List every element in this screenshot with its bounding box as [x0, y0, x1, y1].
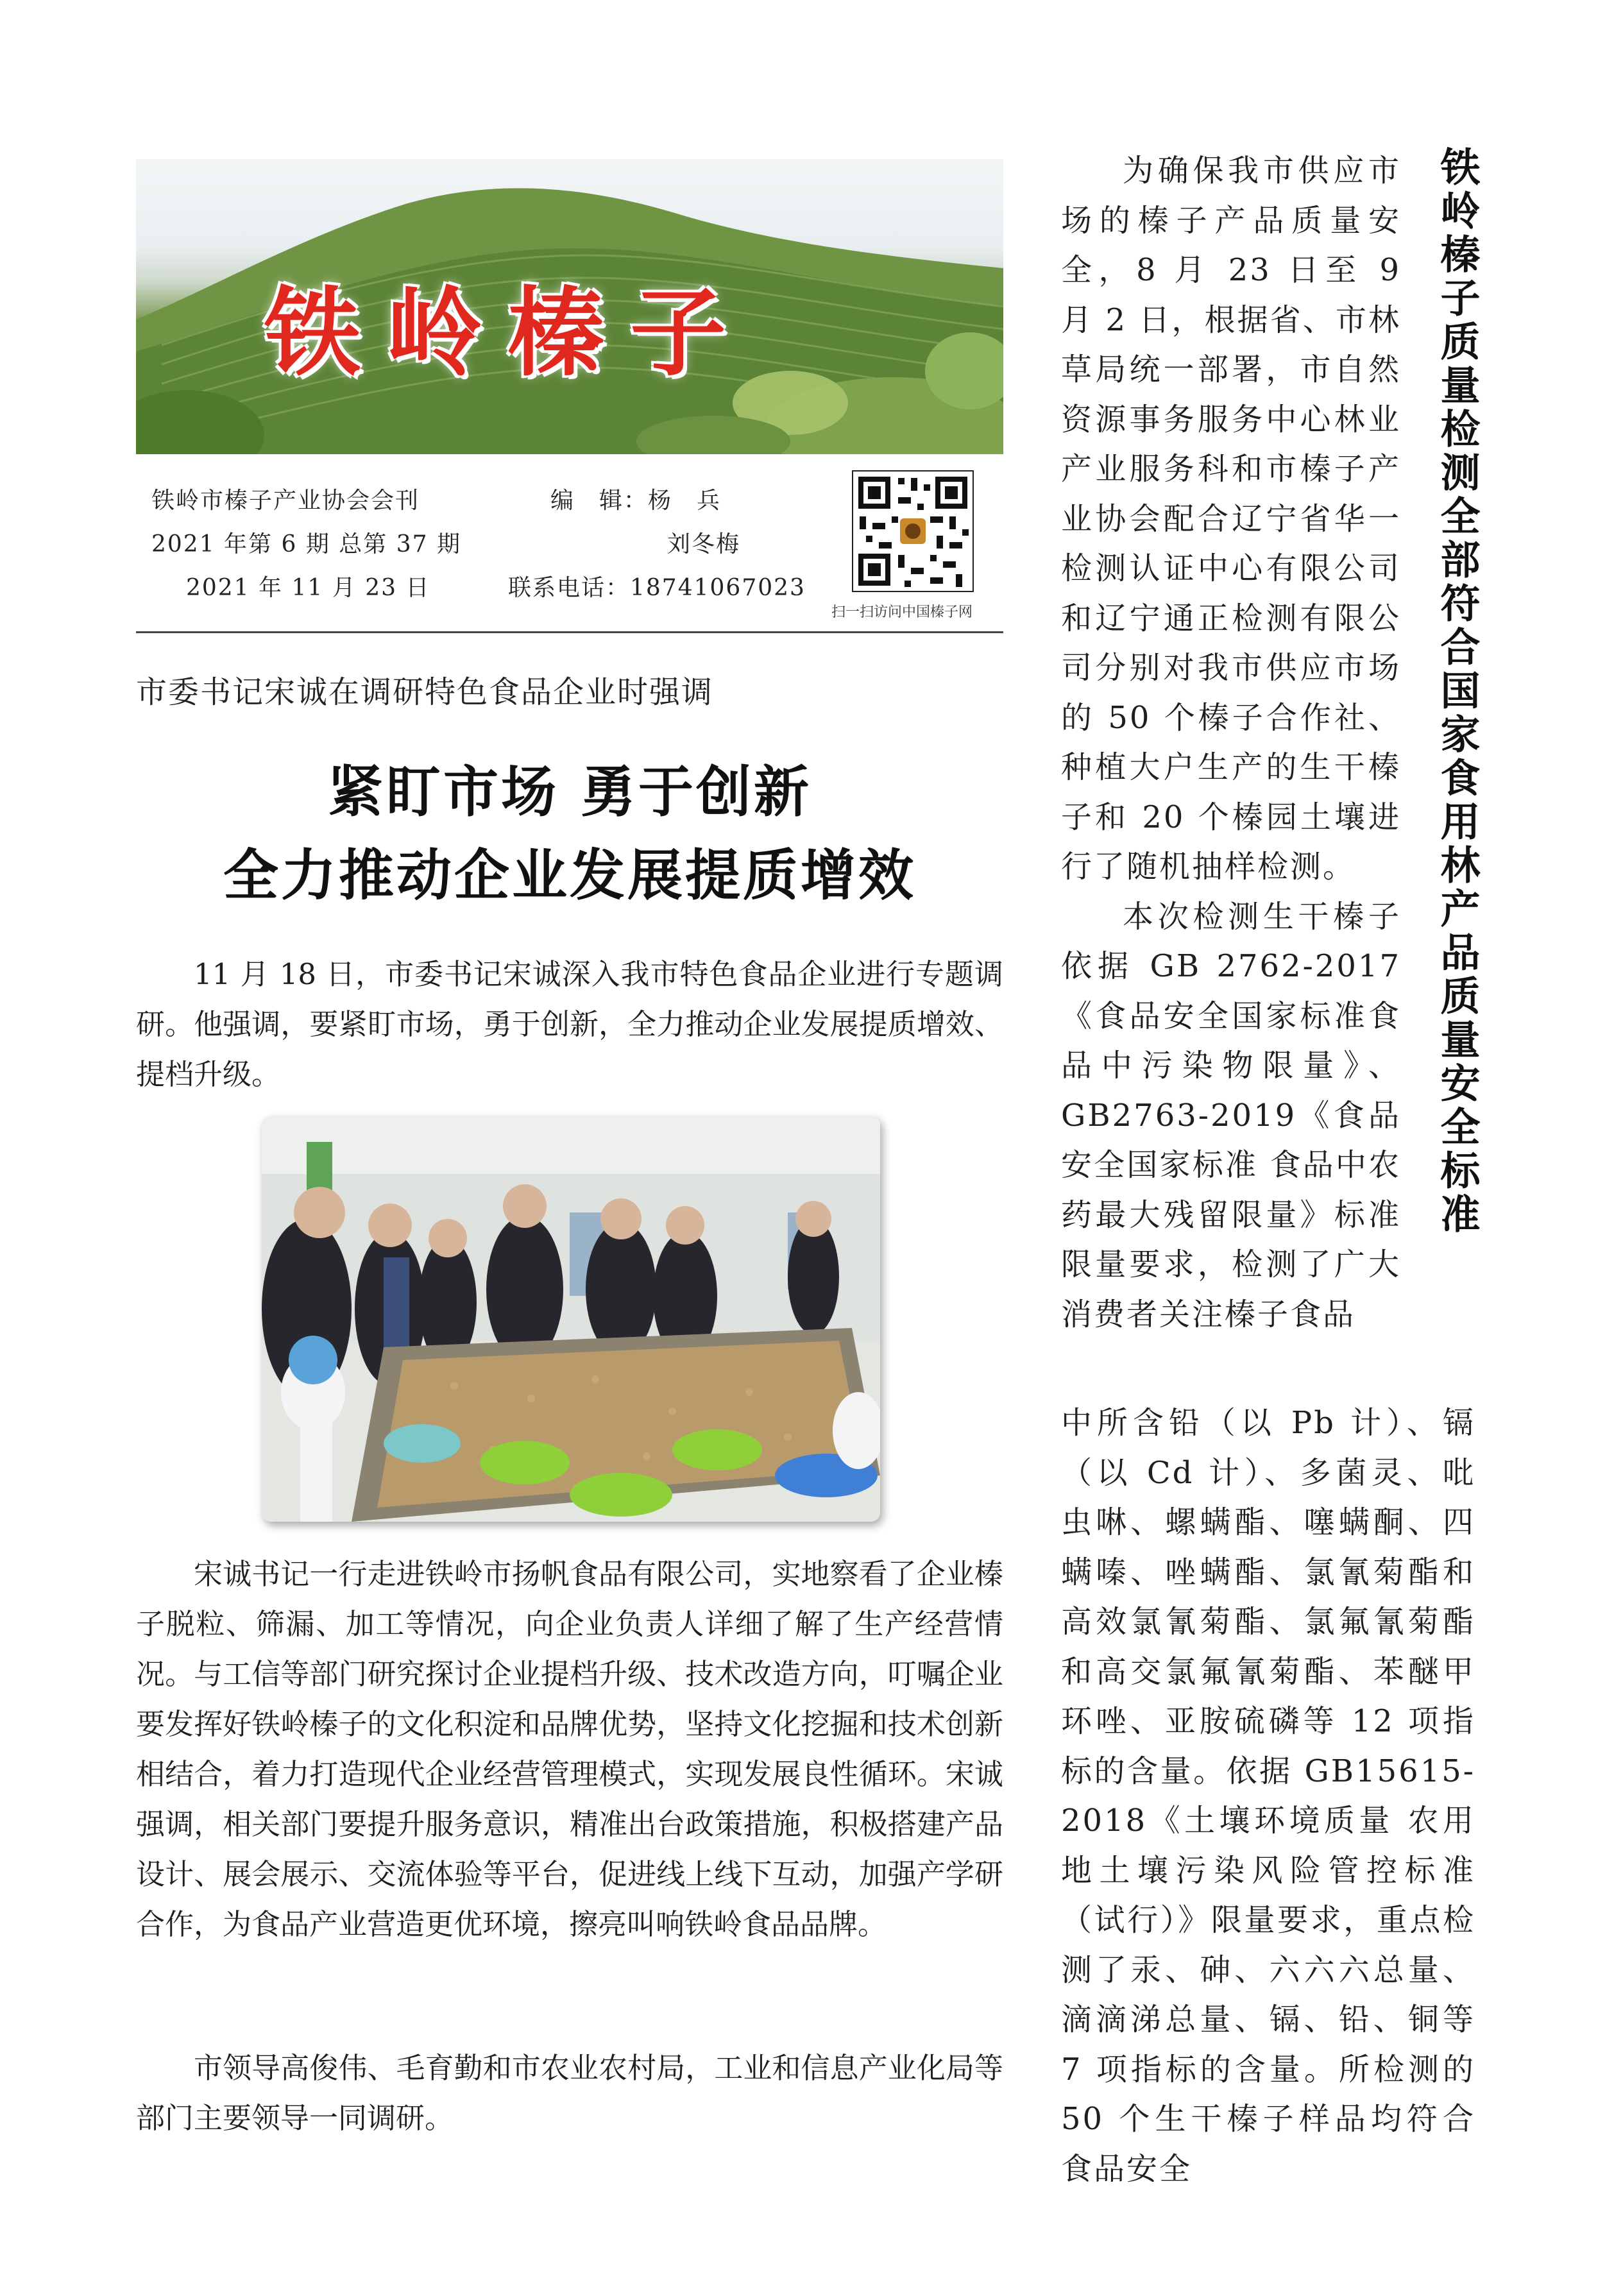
side-article-column-bottom	[1061, 1399, 1475, 2194]
inspection-photo	[262, 1116, 880, 1522]
contact-phone: 联系电话：18741067023	[508, 575, 806, 601]
article-body-paragraph-1: 宋诚书记一行走进铁岭市扬帆食品有限公司，实地察看了企业榛子脱粒、筛漏、加工等情况，向企业负责人详细了解了生产经营情况。与工信等部门研究探讨企业提档升级、技术改造方向，叮嘱企业要发挥好铁岭榛子的文化积淀和品牌优势，坚持文化挖掘和技术创新相结合，着力打造现代企业经营管理模式，实现发展良性循环。宋诚强调，相关部门要提升服务意识，精准出台政策措施，积极搭建产品设计、展会展示、交流体验等平台，促进线上线下互动，加强产学研合作，为食品产业营造更优环境，擦亮叫响铁岭食品品牌。	[136, 1557, 1003, 1941]
editor-label: 编 辑：杨 兵	[550, 488, 722, 514]
article-kicker: 市委书记宋诚在调研特色食品企业时强调	[136, 674, 714, 710]
issue-date: 2021 年 11 月 23 日	[186, 575, 430, 601]
qr-code-icon	[853, 472, 973, 591]
editor-name: 刘冬梅	[667, 531, 741, 557]
qr-code[interactable]	[852, 470, 974, 592]
side-article-paragraph-1: 为确保我市供应市场的榛子产品质量安全，8 月 23 日至 9 月 2 日，根据省、市林草局统一部署，市自然资源事务服务中心林业产业服务科和市榛子产业协会配合辽宁省华一检测认证中心有限公司和辽宁通正检测有限公司分别对我市供应市场的 50 个榛子合作社、种植大户生产的生干榛子和 20 个榛园土壤进行了随机抽样检测。	[1061, 153, 1401, 885]
masthead-title: 铁岭榛子	[264, 278, 752, 389]
side-article-column-top	[1061, 146, 1401, 1339]
side-article-paragraph-3: 中所含铅（以 Pb 计）、镉（以 Cd 计）、多菌灵、吡虫啉、螺螨酯、噻螨酮、四螨嗪、唑螨酯、氯氰菊酯和高效氯氰菊酯、氯氟氰菊酯和高交氯氟氰菊酯、苯醚甲环唑、亚胺硫磷等 12 项指标的含量。依据 GB15615-2018《土壤环境质量 农用地土壤污染风险管控标准（试行）》限量要求，重点检测了汞、砷、六六六总量、滴滴涕总量、镉、铅、铜等 7 项指标的含量。所检测的 50 个生干榛子样品均符合食品安全	[1061, 1405, 1475, 2187]
article-headline-line-2: 全力推动企业发展提质增效	[223, 844, 916, 908]
qr-caption: 扫一扫访问中国榛子网	[831, 604, 973, 620]
side-article-vertical-headline: 铁岭榛子质量检测全部符合国家食用林产品质量安全标准	[1434, 146, 1481, 1237]
article-body-paragraph-2: 市领导高俊伟、毛育勤和市农业农村局，工业和信息产业化局等部门主要领导一同调研。	[136, 2051, 1003, 2135]
side-article-paragraph-2: 本次检测生干榛子依据 GB 2762-2017《食品安全国家标准食品中污染物限量》、GB2763-2019《食品安全国家标准 食品中农药最大残留限量》标准限量要求，检测了广大消费者关注榛子食品	[1061, 898, 1401, 1332]
issue-number: 2021 年第 6 期 总第 37 期	[151, 531, 461, 557]
article-lead-paragraph: 11 月 18 日，市委书记宋诚深入我市特色食品企业进行专题调研。他强调，要紧盯市场，勇于创新，全力推动企业发展提质增效、提档升级。	[136, 957, 1003, 1091]
publisher-name: 铁岭市榛子产业协会会刊	[151, 488, 420, 514]
masthead-divider	[136, 631, 1003, 633]
masthead-banner	[136, 159, 1003, 454]
article-headline-line-1: 紧盯市场 勇于创新	[328, 760, 811, 824]
